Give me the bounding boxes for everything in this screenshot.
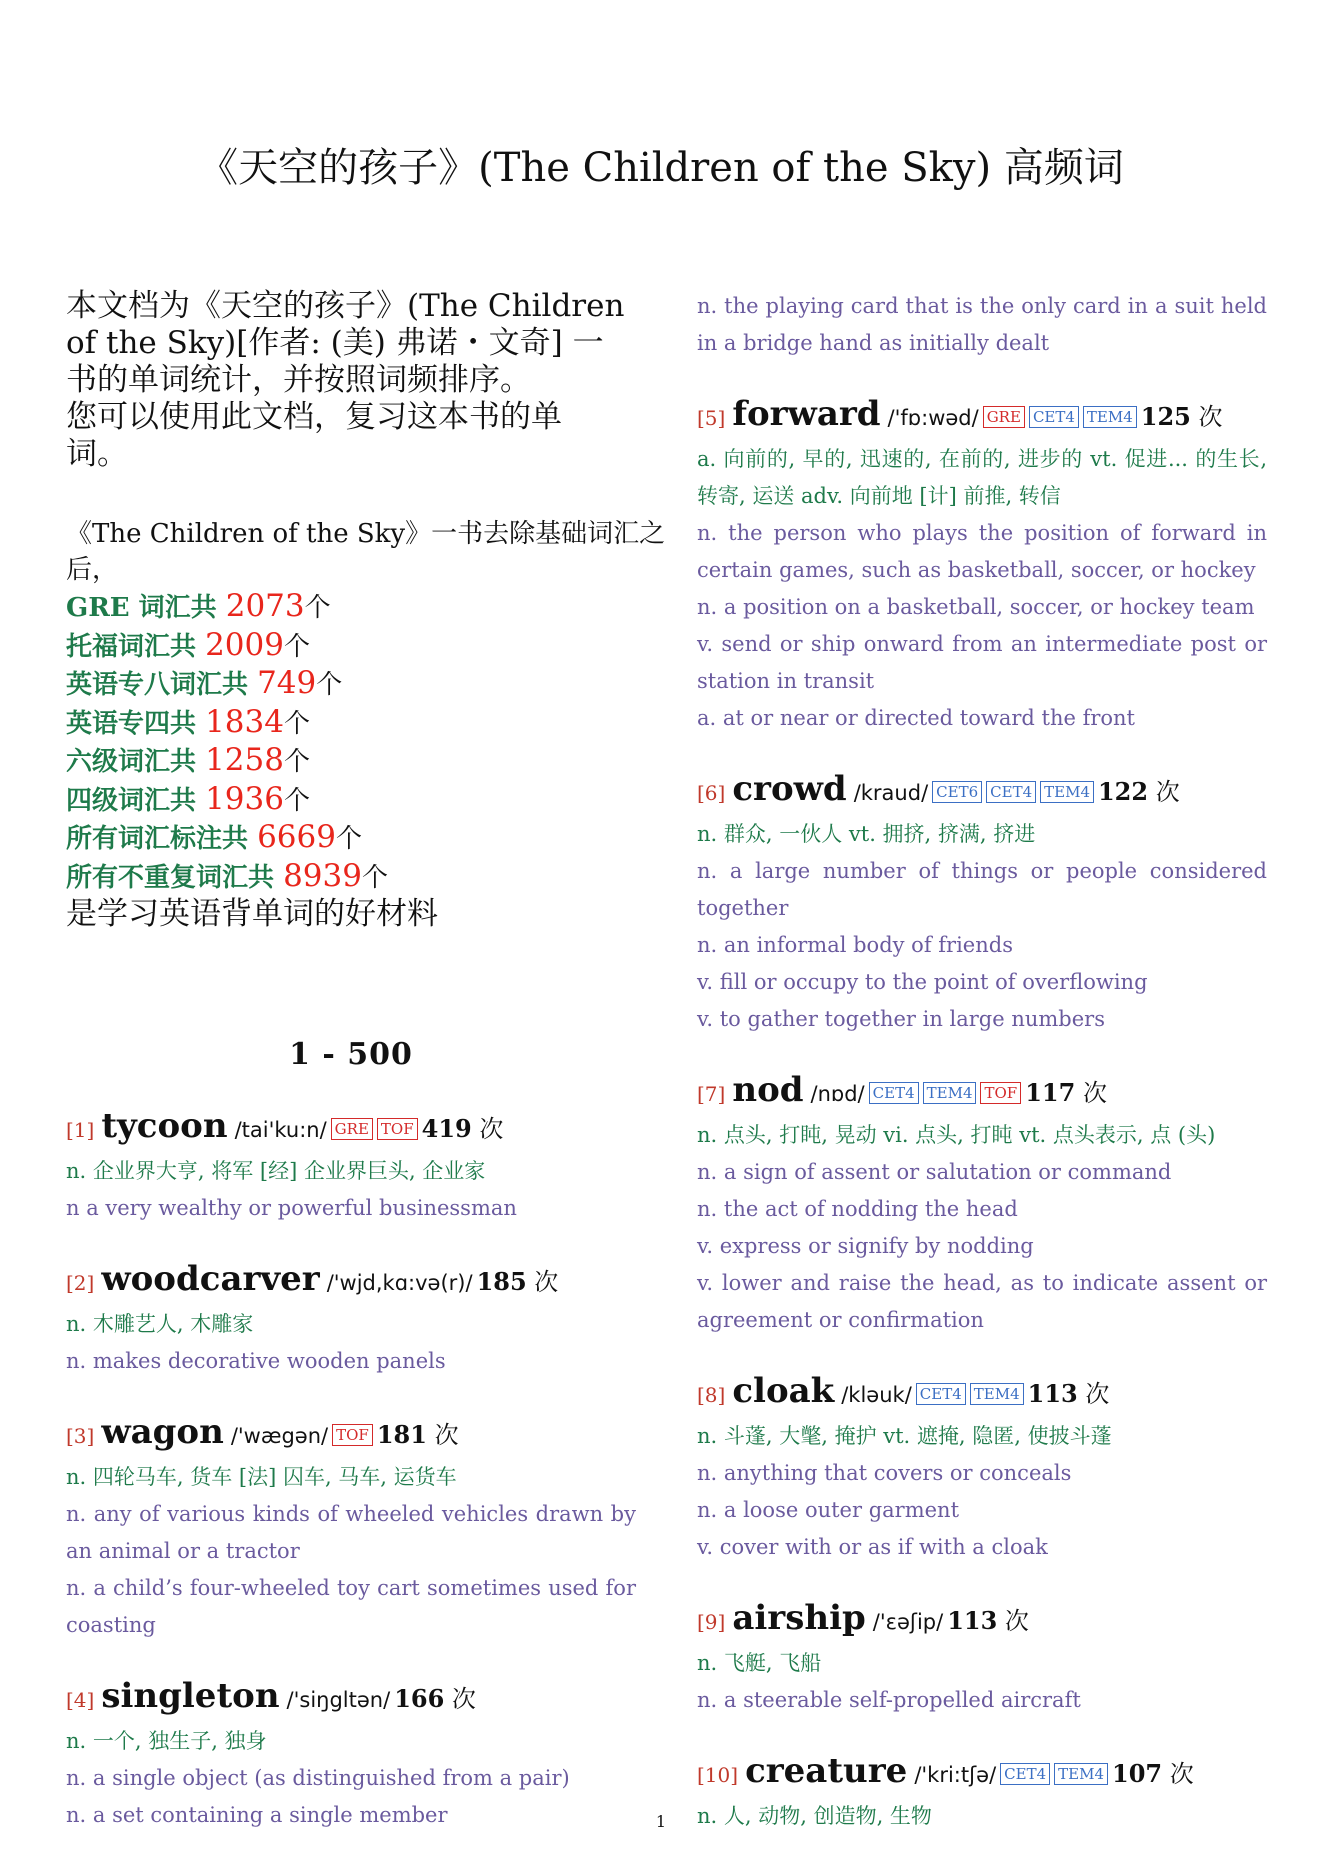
definition: n. a steerable self-propelled aircraft	[697, 1688, 1081, 1712]
exam-tag: CET4	[916, 1383, 966, 1405]
count-value: 181	[376, 1420, 427, 1449]
exam-tag: TEM4	[923, 1082, 977, 1104]
entry-index: [10]	[697, 1763, 739, 1787]
frequency-count	[947, 1606, 1029, 1635]
frequency-count	[422, 1114, 504, 1143]
count-unit: 次	[526, 1268, 559, 1296]
count-unit: 次	[1148, 778, 1180, 806]
stat-unit: 个	[304, 593, 331, 623]
exam-tag: TOF	[980, 1082, 1021, 1104]
word-entry	[66, 1674, 636, 1834]
phonetic: /'fɒ:wəd/	[887, 406, 979, 430]
definition: n. 四轮马车, 货车 [法] 囚车, 马车, 运货车	[66, 1465, 457, 1489]
definition: n. 斗蓬, 大氅, 掩护 vt. 遮掩, 隐匿, 使披斗蓬	[697, 1424, 1112, 1448]
definition: n. a sign of assent or salutation or command	[697, 1160, 1172, 1184]
left-column	[66, 288, 666, 1864]
stat-label: 所有不重复词汇共	[66, 862, 284, 893]
stat-unit: 个	[283, 631, 310, 662]
stat-number: 8939	[283, 857, 362, 894]
stat-number: 1834	[205, 703, 284, 740]
exam-tag: TEM4	[970, 1383, 1024, 1405]
entries-right	[697, 392, 1267, 1835]
count-unit: 次	[1075, 1079, 1107, 1107]
definition: v. to gather together in large numbers	[697, 1007, 1105, 1031]
definition: n. an informal body of friends	[697, 933, 1013, 957]
definition: n. 企业界大亨, 将军 [经] 企业界巨头, 企业家	[66, 1159, 486, 1183]
stat-number: 1936	[205, 780, 284, 817]
count-value: 113	[947, 1606, 998, 1635]
exam-tag: GRE	[983, 406, 1025, 428]
definition: n. the playing card that is the only card in a suit held in a bridge hand as initially dealt	[697, 294, 1267, 355]
frequency-count	[1141, 402, 1223, 431]
exam-tag: CET4	[1029, 406, 1079, 428]
stat-number: 2073	[225, 588, 305, 624]
stat-label: GRE 词汇共	[66, 593, 226, 623]
entry-index: [2]	[66, 1271, 95, 1295]
definition: n. makes decorative wooden panels	[66, 1349, 446, 1373]
intro-line: 本文档为《天空的孩子》(The Children	[66, 288, 625, 324]
definition: n. the person who plays the position of forward in certain games, such as basketball, soccer, or hockey	[697, 521, 1267, 582]
count-unit: 次	[1077, 1380, 1110, 1408]
entry-header	[697, 767, 1267, 816]
continued-definitions	[697, 288, 1267, 362]
count-unit: 次	[997, 1607, 1029, 1635]
headword: singleton	[101, 1676, 280, 1716]
count-unit: 次	[1162, 1760, 1194, 1788]
count-unit: 次	[444, 1685, 476, 1713]
word-entry	[697, 392, 1267, 737]
stats-list	[66, 588, 636, 896]
frequency-count	[1028, 1379, 1110, 1408]
entry-header	[66, 1104, 636, 1153]
phonetic: /'wjd,kɑ:və(r)/	[326, 1271, 473, 1295]
stats-outro: 是学习英语背单词的好材料	[66, 896, 438, 932]
definition: n. 人, 动物, 创造物, 生物	[697, 1804, 932, 1828]
stat-row	[66, 627, 636, 666]
stat-unit: 个	[283, 747, 310, 777]
definition: n. 群众, 一伙人 vt. 拥挤, 挤满, 挤进	[697, 822, 1036, 846]
entry-header	[697, 1068, 1267, 1117]
stat-unit: 个	[316, 670, 343, 700]
stat-unit: 个	[361, 862, 388, 893]
count-value: 166	[394, 1684, 445, 1713]
stats-intro	[66, 516, 666, 588]
definition: n. any of various kinds of wheeled vehicles drawn by an animal or a tractor	[66, 1502, 636, 1563]
stat-number: 6669	[257, 819, 336, 855]
headword: airship	[732, 1598, 866, 1638]
count-value: 117	[1025, 1078, 1076, 1107]
stat-row	[66, 665, 636, 704]
count-value: 419	[421, 1114, 472, 1143]
definition: n. 木雕艺人, 木雕家	[66, 1312, 254, 1336]
count-unit: 次	[1190, 403, 1223, 431]
word-entry	[697, 1369, 1267, 1566]
count-value: 113	[1027, 1379, 1078, 1408]
intro-line: of the Sky)[作者: (美) 弗诺・文奇] 一	[66, 325, 604, 361]
phonetic: /kraud/	[853, 781, 929, 805]
entry-index: [6]	[697, 781, 726, 805]
word-entry	[697, 1596, 1267, 1719]
count-value: 125	[1140, 402, 1191, 431]
entry-header	[66, 1674, 636, 1723]
definition: v. send or ship onward from an intermediate post or station in transit	[697, 632, 1267, 693]
phonetic: /kləuk/	[841, 1383, 912, 1407]
exam-tag: TEM4	[1054, 1763, 1108, 1785]
definition: n. 飞艇, 飞船	[697, 1651, 822, 1675]
definition: v. cover with or as if with a cloak	[697, 1535, 1048, 1559]
frequency-count	[1098, 777, 1180, 806]
stat-row	[66, 588, 636, 627]
stat-number: 1258	[205, 742, 284, 778]
stat-label: 英语专八词汇共	[66, 670, 258, 700]
stat-row	[66, 781, 636, 820]
entry-index: [8]	[697, 1383, 726, 1407]
definition: n. a loose outer garment	[697, 1498, 960, 1522]
definition: n. anything that covers or conceals	[697, 1461, 1072, 1485]
count-value: 107	[1112, 1759, 1163, 1788]
stats-intro-line: 后，	[66, 555, 119, 585]
entry-index: [3]	[66, 1424, 95, 1448]
exam-tag: TOF	[332, 1424, 373, 1446]
frequency-count	[394, 1684, 476, 1713]
word-entry	[66, 1410, 636, 1644]
headword: creature	[745, 1751, 908, 1791]
exam-tag: CET6	[932, 781, 982, 803]
count-unit: 次	[471, 1115, 504, 1143]
stat-label: 六级词汇共	[66, 747, 206, 777]
stat-label: 所有词汇标注共	[66, 824, 258, 854]
stat-number: 749	[257, 665, 317, 701]
headword: woodcarver	[101, 1259, 320, 1299]
stat-number: 2009	[205, 626, 284, 663]
headword: wagon	[101, 1412, 224, 1452]
phonetic: /'wægən/	[230, 1424, 329, 1448]
entry-index: [9]	[697, 1610, 726, 1634]
definition: n. a single object (as distinguished from a pair)	[66, 1766, 570, 1790]
headword: forward	[732, 394, 881, 434]
intro-line: 您可以使用此文档，复习这本书的单	[66, 399, 562, 435]
definition: v. lower and raise the head, as to indicate assent or agreement or confirmation	[697, 1271, 1267, 1332]
exam-tag: CET4	[986, 781, 1036, 803]
definition: n. 点头, 打盹, 晃动 vi. 点头, 打盹 vt. 点头表示, 点 (头)	[697, 1123, 1216, 1147]
entry-header	[697, 1749, 1267, 1798]
entry-header	[697, 1369, 1267, 1418]
phonetic: /tai'ku:n/	[234, 1118, 327, 1142]
phonetic: /'εəʃip/	[872, 1610, 944, 1634]
entry-index: [7]	[697, 1082, 726, 1106]
frequency-count	[1025, 1078, 1107, 1107]
headword: tycoon	[101, 1106, 228, 1146]
stat-row	[66, 858, 636, 897]
definition: a. at or near or directed toward the front	[697, 706, 1135, 730]
entry-header	[66, 1410, 636, 1459]
exam-tag: TEM4	[1040, 781, 1094, 803]
entry-header	[697, 1596, 1267, 1645]
range-heading: 1 - 500	[289, 1037, 413, 1072]
frequency-count	[477, 1267, 559, 1296]
count-value: 122	[1097, 777, 1149, 806]
phonetic: /'siŋgltən/	[286, 1688, 391, 1712]
stat-row	[66, 819, 636, 858]
stat-label: 英语专四共	[66, 708, 206, 739]
stats-intro-line: 《The Children of the Sky》一书去除基础词汇之	[66, 519, 666, 549]
headword: crowd	[732, 769, 847, 809]
exam-tag: TEM4	[1083, 406, 1137, 428]
definition: n. 一个, 独生子, 独身	[66, 1729, 267, 1753]
definition: n. a child’s four-wheeled toy cart sometimes used for coasting	[66, 1576, 636, 1637]
phonetic: /nɒd/	[810, 1082, 865, 1106]
stat-row	[66, 742, 636, 781]
page-title: 《天空的孩子》(The Children of the Sky) 高频词	[198, 145, 1124, 191]
frequency-count	[377, 1420, 459, 1449]
exam-tag: CET4	[1000, 1763, 1050, 1785]
definition: n a very wealthy or powerful businessman	[66, 1196, 517, 1220]
right-column	[697, 288, 1267, 1865]
word-entry	[697, 767, 1267, 1038]
entry-index: [1]	[66, 1118, 95, 1142]
stat-unit: 个	[335, 824, 362, 854]
entries-left	[66, 1104, 636, 1834]
word-entry	[66, 1257, 636, 1380]
entry-header	[697, 392, 1267, 441]
definition: n. a large number of things or people considered together	[697, 859, 1267, 920]
frequency-count	[1112, 1759, 1194, 1788]
headword: nod	[732, 1070, 804, 1110]
exam-tag: CET4	[869, 1082, 919, 1104]
entry-index: [5]	[697, 406, 726, 430]
stat-row	[66, 704, 636, 743]
definition: n. a set containing a single member	[66, 1803, 448, 1827]
definition: a. 向前的, 早的, 迅速的, 在前的, 进步的 vt. 促进... 的生长, 转寄, 运送 adv. 向前地 [计] 前推, 转信	[697, 447, 1267, 508]
count-value: 185	[476, 1267, 527, 1296]
phonetic: /'kri:tʃə/	[914, 1763, 997, 1787]
page-number: 1	[655, 1812, 667, 1831]
stat-label: 四级词汇共	[66, 785, 206, 816]
exam-tag: TOF	[377, 1118, 418, 1140]
definition: v. fill or occupy to the point of overflowing	[697, 970, 1148, 994]
entry-index: [4]	[66, 1688, 95, 1712]
stat-unit: 个	[283, 785, 310, 816]
intro-line: 书的单词统计，并按照词频排序。	[66, 362, 531, 398]
definition: n. a position on a basketball, soccer, or hockey team	[697, 595, 1255, 619]
stat-unit: 个	[283, 708, 310, 739]
exam-tag: GRE	[331, 1118, 373, 1140]
count-unit: 次	[426, 1421, 459, 1449]
entry-header	[66, 1257, 636, 1306]
word-entry	[66, 1104, 636, 1227]
headword: cloak	[732, 1371, 835, 1411]
word-entry	[697, 1068, 1267, 1339]
definition: n. the act of nodding the head	[697, 1197, 1018, 1221]
intro-paragraph	[66, 288, 636, 473]
intro-line: 词。	[66, 436, 128, 472]
definition: v. express or signify by nodding	[697, 1234, 1034, 1258]
stat-label: 托福词汇共	[66, 631, 206, 662]
